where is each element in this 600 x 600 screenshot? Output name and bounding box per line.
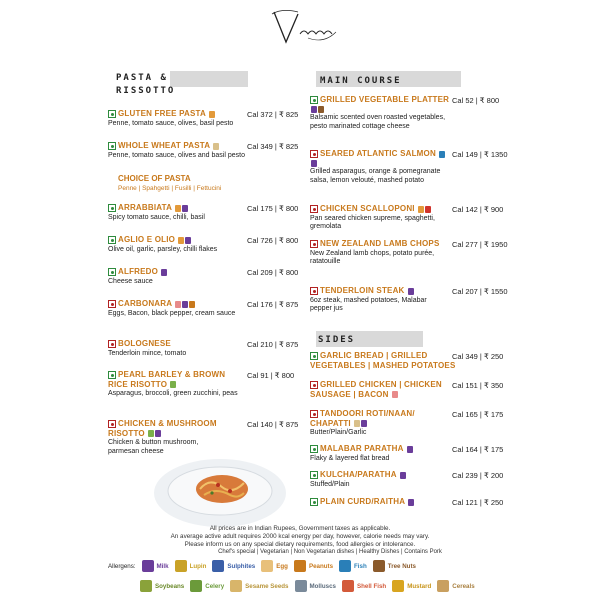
main-price: Cal 52 | ₹ 800 [452,96,500,105]
choice-of-pasta-options: Penne | Spahgetti | Fusilli | Fettucini [118,185,222,192]
main-price: Cal 277 | ₹ 1950 [452,240,508,249]
milk-icon [155,430,161,437]
pasta-heading: PASTA & RISSOTTO [116,73,176,96]
milk-icon [361,420,367,427]
vegetarian-icon [108,142,116,150]
pasta-price: Cal 175 | ₹ 800 [247,204,299,213]
sides-price: Cal 349 | ₹ 250 [452,352,504,361]
allergen-peanuts: Peanuts [294,560,333,572]
egg-icon [189,301,195,308]
milk-icon [408,288,414,295]
shell-fish-icon [342,580,354,592]
allergen-sulphites: Sulphites [212,560,255,572]
milk-icon [311,106,317,113]
cereals-icon [437,580,449,592]
vegetarian-icon [310,498,318,506]
allergen-fish: Fish [339,560,367,572]
sides-item: MALABAR PARATHA Flaky & layered flat bread [310,445,450,463]
fish-icon [439,151,445,158]
cereals-icon [354,420,360,427]
allergen-milk: Milk [142,560,169,572]
footer-line-2: An average active adult requires 2000 kcal energy per day, however, calorie needs may vary. [170,533,430,540]
vegetarian-icon [108,236,116,244]
pasta-item: WHOLE WHEAT PASTA Penne, tomato sauce, olives and basil pesto [108,141,245,159]
non-vegetarian-icon [310,240,318,248]
soybeans-icon [140,580,152,592]
peanuts-icon [294,560,306,572]
healthy-icon [170,381,176,388]
sesame-seeds-icon [230,580,242,592]
pasta-price: Cal 209 | ₹ 800 [247,268,299,277]
milk-icon [407,446,413,453]
pasta-price: Cal 91 | ₹ 800 [247,371,295,380]
sides-item: GARLIC BREAD | GRILLED VEGETABLES | MASHED POTATOES [310,351,456,370]
allergen-row-2 [140,580,481,592]
allergens-label: Allergens: [108,562,136,570]
pasta-price: Cal 176 | ₹ 875 [247,300,299,309]
sides-price: Cal 164 | ₹ 175 [452,445,504,454]
healthy-icon [418,206,424,213]
vegetarian-icon [108,110,116,118]
mustard-icon [392,580,404,592]
sides-item: PLAIN CURD/RAITHA [310,498,450,508]
allergen-cereals: Cereals [437,580,474,592]
pasta-item: CHICKEN & MUSHROOM RISOTTO Chicken & button mushroom, parmesan cheese [108,419,217,455]
milk-icon [161,269,167,276]
main-price: Cal 149 | ₹ 1350 [452,150,508,159]
footer-line-1: All prices are in Indian Rupees, Government taxes as applicable. [209,525,391,532]
milk-icon [400,472,406,479]
pasta-item: PEARL BARLEY & BROWN RICE RISOTTO Asparagus, broccoli, green zucchini, peas [108,370,238,397]
sides-price: Cal 121 | ₹ 250 [452,498,504,507]
vegetarian-icon [108,268,116,276]
sides-price: Cal 151 | ₹ 350 [452,381,504,390]
healthy-icon [209,111,215,118]
healthy-icon [175,205,181,212]
pasta-price: Cal 349 | ₹ 825 [247,142,299,151]
milk-icon [408,499,414,506]
pasta-price: Cal 140 | ₹ 875 [247,420,299,429]
pasta-item: BOLOGNESE Tenderloin mince, tomato [108,339,187,357]
sulphites-icon [212,560,224,572]
pasta-item: AGLIO E OLIO Olive oil, garlic, parsley, chilli flakes [108,235,218,253]
non-vegetarian-icon [108,300,116,308]
main-item: GRILLED VEGETABLE PLATTER Balsamic scented oven roasted vegetables, pesto marinated cottage cheese [310,95,450,130]
cereals-icon [213,143,219,150]
tree-nuts-icon [373,560,385,572]
vegetarian-icon [310,471,318,479]
main-item: SEARED ATLANTIC SALMON Grilled asparagus, orange & pomegranate salsa, lemon velouté, mashed potato [310,150,450,185]
healthy-icon [148,430,154,437]
vasco-logo [268,8,340,48]
non-vegetarian-icon [108,420,116,428]
pasta-price: Cal 210 | ₹ 875 [247,340,299,349]
allergen-sesame: Sesame Seeds [230,580,288,592]
pork-icon [175,301,181,308]
sides-price: Cal 239 | ₹ 200 [452,471,504,480]
pasta-item: CARBONARA Eggs, Bacon, black pepper, cream sauce [108,299,236,317]
lupin-icon [175,560,187,572]
milk-icon [182,205,188,212]
main-price: Cal 207 | ₹ 1550 [452,287,508,296]
tree-nuts-icon [318,106,324,113]
main-price: Cal 142 | ₹ 900 [452,205,504,214]
molluscs-icon [295,580,307,592]
choice-of-pasta-title: CHOICE OF PASTA [118,174,191,183]
milk-icon [311,160,317,167]
celery-icon [190,580,202,592]
pasta-dish-image [148,443,288,531]
pasta-item: ARRABBIATA Spicy tomato sauce, chilli, basil [108,203,205,221]
non-vegetarian-icon [310,287,318,295]
main-item: TENDERLOIN STEAK 6oz steak, mashed potatoes, Malabar pepper jus [310,286,427,312]
footer-line-3: Please inform us on any special dietary requirements, food allergies or intolerance. [184,541,416,548]
main-item: CHICKEN SCALLOPONI Pan seared chicken supreme, spaghetti, gremolata [310,204,435,230]
allergen-row-1 [108,560,422,572]
pasta-item: ALFREDO Cheese sauce [108,268,248,286]
allergen-mustard: Mustard [392,580,431,592]
allergen-celery: Celery [190,580,224,592]
milk-icon [182,301,188,308]
allergen-molluscs: Molluscs [295,580,336,592]
non-vegetarian-icon [108,340,116,348]
egg-icon [261,560,273,572]
symbol-legend: Chef's special | Vegetarian | Non Vegetarian dishes | Healthy Dishes | Contains Pork [218,549,442,555]
non-vegetarian-icon [310,381,318,389]
allergen-egg: Egg [261,560,288,572]
vegetarian-icon [108,371,116,379]
pasta-item: GLUTEN FREE PASTA Penne, tomato sauce, olives, basil pesto [108,109,234,127]
sides-item: KULCHA/PARATHA Stuffed/Plain [310,471,450,489]
milk-icon [185,237,191,244]
allergen-shell-fish: Shell Fish [342,580,386,592]
heart-icon [425,206,431,213]
vegetarian-icon [310,445,318,453]
sides-item: GRILLED CHICKEN | CHICKEN SAUSAGE | BACON [310,380,442,399]
vegetarian-icon [310,96,318,104]
pork-icon [392,391,398,398]
main-item: NEW ZEALAND LAMB CHOPS New Zealand lamb chops, potato purée, ratatouille [310,239,440,265]
non-vegetarian-icon [310,150,318,158]
allergen-soybeans: Soybeans [140,580,184,592]
pasta-price: Cal 726 | ₹ 800 [247,236,299,245]
non-vegetarian-icon [310,410,318,418]
sides-heading: SIDES [318,335,356,345]
healthy-icon [178,237,184,244]
pasta-price: Cal 372 | ₹ 825 [247,110,299,119]
allergen-tree-nuts: Tree Nuts [373,560,416,572]
fish-icon [339,560,351,572]
main-heading: MAIN COURSE [320,76,402,86]
non-vegetarian-icon [310,205,318,213]
sides-item: TANDOORI ROTI/NAAN/ CHAPATTI Butter/Plain/Garlic [310,409,415,436]
milk-icon [142,560,154,572]
vegetarian-icon [108,204,116,212]
vegetarian-icon [310,352,318,360]
allergen-lupin: Lupin [175,560,207,572]
sides-price: Cal 165 | ₹ 175 [452,410,504,419]
